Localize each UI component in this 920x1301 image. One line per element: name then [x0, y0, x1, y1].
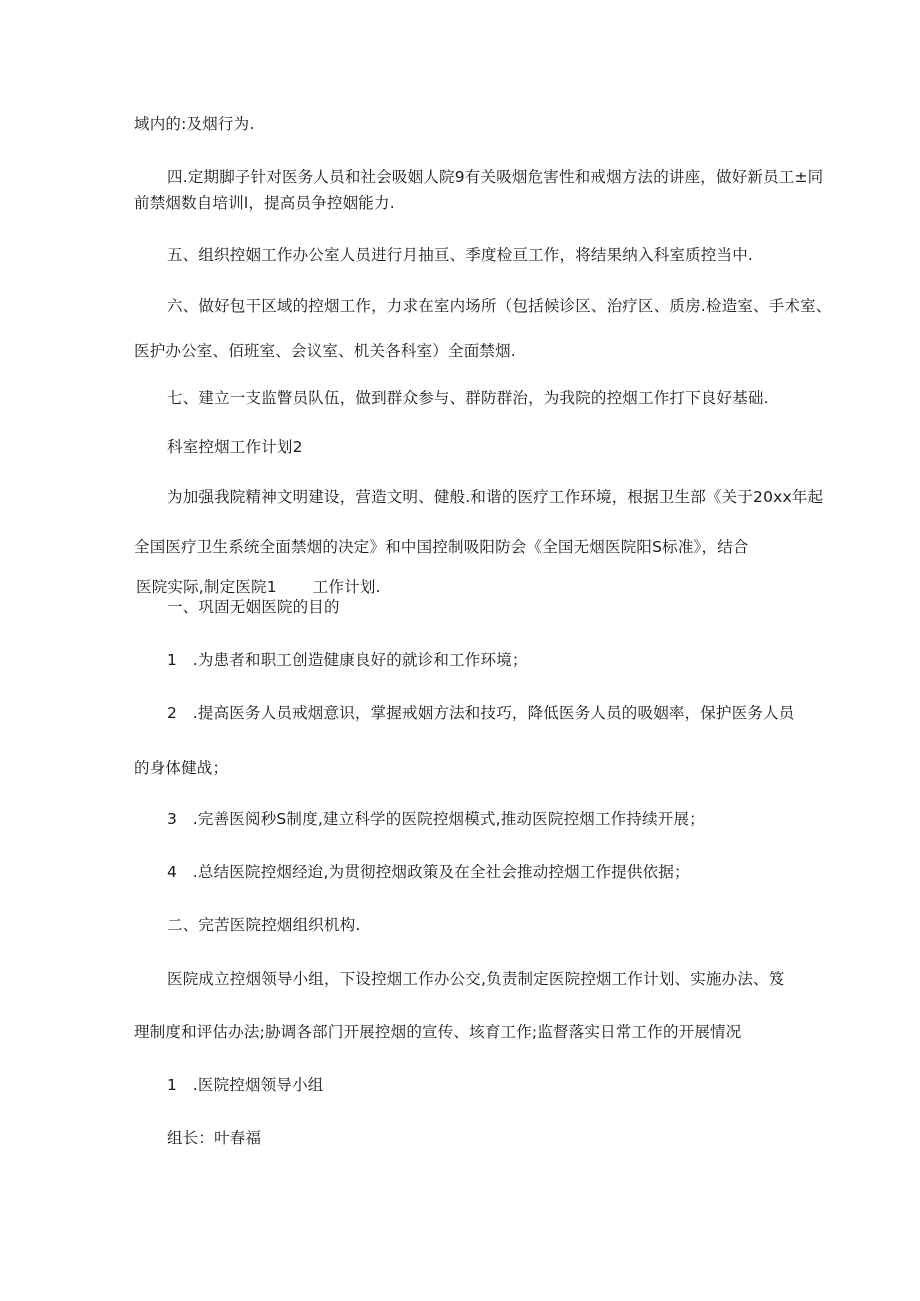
list-item: 4 .总结医院控烟经迨,为贯彻控烟政策及在全社会推动控烟工作提供依据；: [167, 863, 690, 881]
heading: 一、巩固无姻医院的目的: [167, 598, 340, 616]
text-line: 域内的:及烟行为.: [134, 115, 255, 133]
heading: 二、完苦医院控烟组织机构.: [167, 916, 361, 934]
text-line: 六、做好包干区域的控烟工作，力求在室内场所（包括候诊区、治疗区、质房.检造室、手术室、: [167, 297, 832, 315]
list-item: 1 .医院控烟领导小组: [167, 1076, 324, 1094]
text-line: 全国医疗卫生系统全面禁烟的决定》和中国控制吸阳防会《全国无烟医院阳S标准》，结合: [134, 538, 749, 556]
section-title: 科室控烟工作计划2: [167, 438, 303, 456]
text-fragment: 工作计划.: [312, 578, 381, 596]
text-fragment: 医院实际,制定医院1: [136, 578, 277, 596]
text-line: 五、组织控姻工作办公室人员进行月抽亘、季度检亘工作，将结果纳入科室质控当中.: [167, 246, 754, 264]
text-line: 医院成立控烟领导小组，下设控烟工作办公交,负责制定医院控烟工作计划、实施办法、笈: [167, 970, 785, 988]
list-item: 1 .为患者和职工创造健康良好的就诊和工作环境；: [167, 651, 528, 669]
text-line: 理制度和评估办法;胁调各部门开展控烟的宣传、垓育工作;监督落实日常工作的开展情况: [134, 1023, 742, 1041]
text-line: 的身体健战；: [134, 759, 229, 777]
text-line: 七、建立一支监瞥员队伍，做到群众参与、群防群治，为我院的控烟工作打下良好基础.: [167, 389, 769, 407]
text-line: 组长：叶春福: [167, 1129, 262, 1147]
text-line: [136, 577, 381, 597]
list-item: 3 .完善医阅秒S制度,建立科学的医院控烟模式,推动医院控烟工作持续开展；: [167, 810, 705, 828]
text-line: 前禁烟数自培训l，提高员争控姻能力.: [134, 194, 395, 212]
text-line: 医护办公室、佰班室、会议室、机关各科室）全面禁烟.: [134, 342, 516, 360]
text-line: 为加强我院精神文明建设，营造文明、健般.和谐的医疗工作环境，根据卫生部《关于20xx年起: [167, 488, 824, 506]
text-line: 四.定期脚子针对医务人员和社会吸姻人院9有关吸烟危害性和戒烟方法的讲座，做好新员工±同: [167, 168, 824, 186]
list-item: 2 .提高医务人员戒烟意识，掌握戒姻方法和技巧，降低医务人员的吸姻率，保护医务人员: [167, 704, 795, 722]
